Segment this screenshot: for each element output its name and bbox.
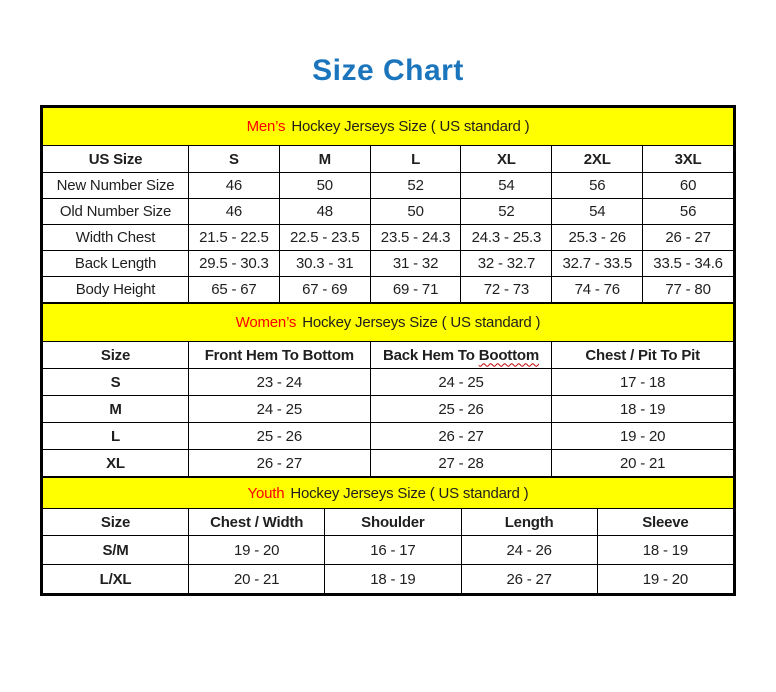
table-row	[43, 450, 734, 477]
cell: 50	[279, 173, 370, 199]
cell: 52	[461, 199, 552, 225]
mens-size-table	[42, 107, 734, 303]
cell: 60	[643, 173, 734, 199]
youth-band-row	[43, 478, 734, 509]
cell: 31 - 32	[370, 251, 461, 277]
womens-col-header-back-hem	[370, 342, 552, 369]
page-title: Size Chart	[312, 54, 464, 87]
row-label: Old Number Size	[43, 199, 189, 225]
row-label: L	[43, 423, 189, 450]
womens-band-row	[43, 304, 734, 342]
cell: 17 - 18	[552, 369, 734, 396]
table-row	[43, 369, 734, 396]
table-row	[43, 199, 734, 225]
cell: 23.5 - 24.3	[370, 225, 461, 251]
cell: 21.5 - 22.5	[189, 225, 280, 251]
row-label: S	[43, 369, 189, 396]
mens-highlight-label: Men’s	[246, 118, 286, 135]
youth-col-header-size: Size	[43, 509, 189, 536]
womens-col-header-front-hem: Front Hem To Bottom	[189, 342, 371, 369]
cell: 56	[552, 173, 643, 199]
mens-col-header-3xl: 3XL	[643, 146, 734, 173]
row-label: Width Chest	[43, 225, 189, 251]
cell: 54	[552, 199, 643, 225]
row-label: M	[43, 396, 189, 423]
table-row	[43, 225, 734, 251]
cell: 48	[279, 199, 370, 225]
cell: 72 - 73	[461, 277, 552, 303]
womens-col-header-size: Size	[43, 342, 189, 369]
table-row	[43, 565, 734, 594]
cell: 24 - 25	[189, 396, 371, 423]
youth-size-table	[42, 477, 734, 594]
cell: 54	[461, 173, 552, 199]
womens-col-header-chest: Chest / Pit To Pit	[552, 342, 734, 369]
cell: 25 - 26	[370, 396, 552, 423]
mens-col-header-xl: XL	[461, 146, 552, 173]
cell: 18 - 19	[597, 536, 733, 565]
youth-section-header	[43, 478, 734, 509]
womens-column-header-row	[43, 342, 734, 369]
row-label: XL	[43, 450, 189, 477]
cell: 19 - 20	[552, 423, 734, 450]
misspelled-word-squiggle: Boottom	[478, 346, 539, 364]
cell: 26 - 27	[461, 565, 597, 594]
youth-col-header-chest-width: Chest / Width	[189, 509, 325, 536]
table-row	[43, 251, 734, 277]
youth-col-header-length: Length	[461, 509, 597, 536]
cell: 23 - 24	[189, 369, 371, 396]
mens-col-header-l: L	[370, 146, 461, 173]
cell: 19 - 20	[189, 536, 325, 565]
cell: 46	[189, 199, 280, 225]
mens-col-header-s: S	[189, 146, 280, 173]
cell: 25.3 - 26	[552, 225, 643, 251]
mens-col-header-us-size: US Size	[43, 146, 189, 173]
table-row	[43, 396, 734, 423]
cell: 32 - 32.7	[461, 251, 552, 277]
table-row	[43, 277, 734, 303]
mens-column-header-row	[43, 146, 734, 173]
mens-band-text: Hockey Jerseys Size ( US standard )	[291, 118, 530, 135]
womens-section-header	[43, 304, 734, 342]
cell: 26 - 27	[189, 450, 371, 477]
cell: 22.5 - 23.5	[279, 225, 370, 251]
cell: 26 - 27	[370, 423, 552, 450]
cell: 65 - 67	[189, 277, 280, 303]
womens-band-text: Hockey Jerseys Size ( US standard )	[302, 314, 541, 331]
youth-column-header-row	[43, 509, 734, 536]
womens-size-table	[42, 303, 734, 477]
cell: 69 - 71	[370, 277, 461, 303]
row-label: Back Length	[43, 251, 189, 277]
youth-highlight-label: Youth	[247, 484, 285, 502]
table-row	[43, 423, 734, 450]
cell: 74 - 76	[552, 277, 643, 303]
cell: 24 - 25	[370, 369, 552, 396]
back-hem-prefix: Back Hem To	[383, 346, 475, 364]
youth-col-header-sleeve: Sleeve	[597, 509, 733, 536]
cell: 24 - 26	[461, 536, 597, 565]
cell: 46	[189, 173, 280, 199]
cell: 24.3 - 25.3	[461, 225, 552, 251]
table-row	[43, 536, 734, 565]
row-label: New Number Size	[43, 173, 189, 199]
cell: 56	[643, 199, 734, 225]
cell: 18 - 19	[325, 565, 461, 594]
row-label: L/XL	[43, 565, 189, 594]
row-label: Body Height	[43, 277, 189, 303]
table-row	[43, 173, 734, 199]
womens-highlight-label: Women’s	[235, 314, 297, 331]
cell: 20 - 21	[189, 565, 325, 594]
cell: 26 - 27	[643, 225, 734, 251]
cell: 50	[370, 199, 461, 225]
cell: 19 - 20	[597, 565, 733, 594]
mens-col-header-2xl: 2XL	[552, 146, 643, 173]
size-chart-container	[40, 105, 736, 596]
mens-col-header-m: M	[279, 146, 370, 173]
row-label: S/M	[43, 536, 189, 565]
youth-col-header-shoulder: Shoulder	[325, 509, 461, 536]
cell: 16 - 17	[325, 536, 461, 565]
cell: 52	[370, 173, 461, 199]
cell: 33.5 - 34.6	[643, 251, 734, 277]
cell: 18 - 19	[552, 396, 734, 423]
cell: 29.5 - 30.3	[189, 251, 280, 277]
cell: 77 - 80	[643, 277, 734, 303]
youth-band-text: Hockey Jerseys Size ( US standard )	[290, 484, 529, 502]
mens-band-row	[43, 108, 734, 146]
cell: 32.7 - 33.5	[552, 251, 643, 277]
cell: 25 - 26	[189, 423, 371, 450]
cell: 27 - 28	[370, 450, 552, 477]
mens-section-header	[43, 108, 734, 146]
cell: 20 - 21	[552, 450, 734, 477]
cell: 30.3 - 31	[279, 251, 370, 277]
size-chart-page	[0, 56, 776, 596]
cell: 67 - 69	[279, 277, 370, 303]
